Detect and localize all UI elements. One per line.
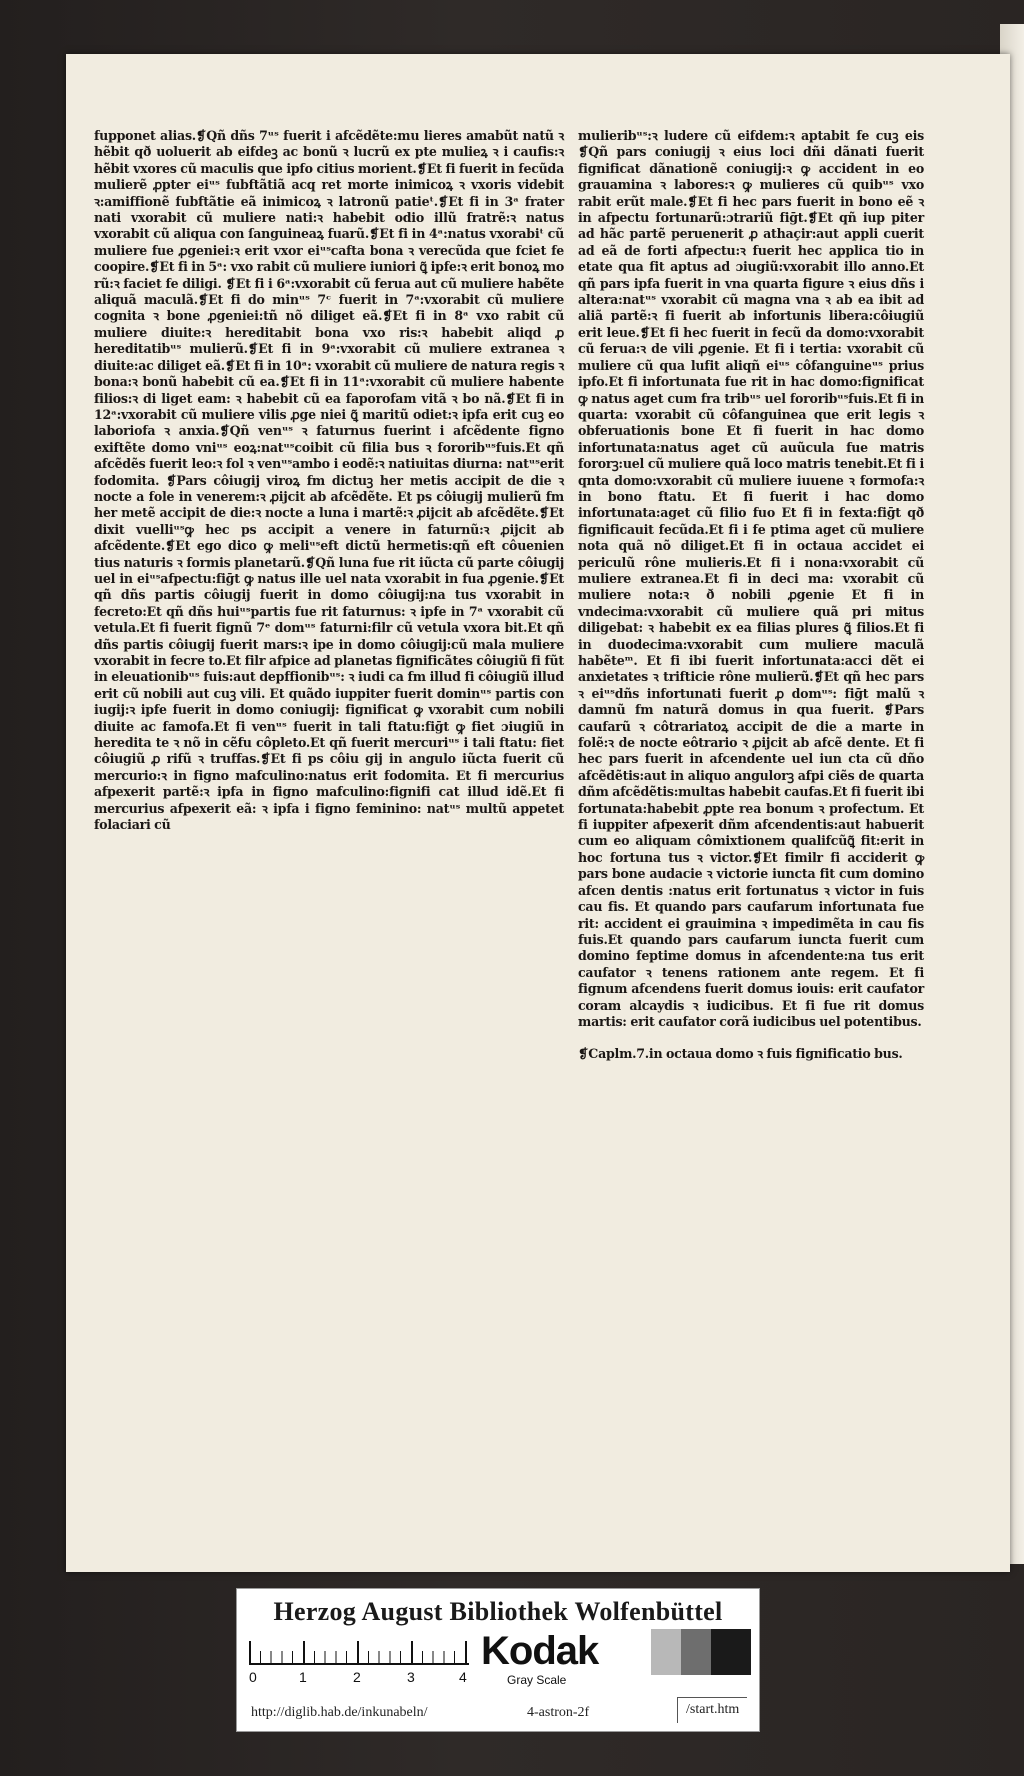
- gray-scale-label: Gray Scale: [507, 1673, 567, 1687]
- ruler-number: 4: [459, 1669, 467, 1685]
- scale-ruler: [249, 1641, 469, 1665]
- ruler-number: 0: [249, 1669, 257, 1685]
- start-page-label: /start.htm: [677, 1697, 747, 1723]
- swatch-dark: [711, 1629, 751, 1675]
- digital-library-url: http://diglib.hab.de/inkunabeln/: [251, 1705, 428, 1720]
- left-column-text: fupponet alias.❡Qñ dñs 7ᵘˢ fuerit i afcẽdẽte:mu lieres amabũt natũ ꝛ hẽbit qð uoluerit ab eifdeꝫ ac bonũ ꝛ lucrũ ex pte mulieꝝ ꝛ i caufis:ꝛ hẽbit vxores cũ maculis que ipfo citius morient.❡Et fi fuerit in fecũda mulierẽ ꝓpter eiᵘˢ fubftãtiã acq ret morte inimicoꝝ ꝛ vxoris videbit ꝛ:amiffionẽ fubftãtie eã inimicoꝝ ꝛ latronũ patieᵗ.❡Et fi in 3ᵃ frater nati vxorabit cũ muliere nati:ꝛ habebit odio illũ fratrẽ:ꝛ natus vxorabit cũ aliqua con ſanguineaꝝ fuarũ.❡Et fi in 4ᵃ:natus vxorabiᵗ cũ muliere fue ꝓgeniei:ꝛ erit vxor eiᵘˢcafta bona ꝛ verecũda que fciet fe coopire.❡Et fi in 5ᵃ: vxo rabit cũ muliere iuniori ꝗ̃ ipfe:ꝛ erit bonoꝝ mo rũ:ꝛ faciet fe diligi. ❡Et fi i 6ᵃ:vxorabit cũ ferua aut cũ muliere habẽte aliquã maculã.❡Et fi do minᵘˢ 7ᶜ fuerit in 7ᵃ:vxorabit cũ muliere cognita ꝛ bone ꝓgeniei:tñ nõ diliget eã.❡Et fi in 8ᵃ vxo rabit cũ muliere diuite:ꝛ hereditabit bona vxo ris:ꝛ habebit aliqd ꝓ hereditatibᵘˢ mulierũ.❡Et fi in 9ᵃ:vxorabit cũ muliere extranea ꝛ diuite:ac diliget eã.❡Et fi in 10ᵃ: vxorabit cũ muliere de natura regis ꝛ bona:ꝛ bonũ habebit cũ ea.❡Et fi in 11ᵃ:vxorabit cũ muliere habente filios:ꝛ di liget eam: ꝛ habebit cũ ea faporofam vitã ꝛ bo nã.❡Et fi in 12ᵃ:vxorabit cũ muliere vilis ꝓge niei ꝗ̃ maritũ odiet:ꝛ ipfa erit cuꝫ eo laboriofa ꝛ anxia.❡Qñ venᵘˢ ꝛ faturnus fuerint i afcẽdente figno exiftẽte domo vniᵘˢ eoꝝ:natᵘˢcoibit cũ filia bus ꝛ fororibᵘˢfuis.Et qñ afcẽdẽs fuerit leo:ꝛ fol ꝛ venᵘˢambo i eodẽ:ꝛ natiuitas diurna: natᵘˢerit fodomita. ❡Pars côiugij viroꝝ fm dictuꝫ her metis accipit de die ꝛ nocte a fole in venerem:ꝛ ꝓijcit ab afcẽdẽte. Et ps côiugij mulierũ fm her metẽ accipit de die:ꝛ nocte a luna i martẽ:ꝛ ꝓijcit ab afcẽdẽte.❡Et dixit vuelliᵘˢꝙ hec ps accipit a venere in faturnũ:ꝛ ꝓijcit ab afcẽdente.❡Et ego dico ꝙ meliᵘˢeft dictũ hermetis:qñ eft côuenien tius naturis ꝛ formis planetarũ.❡Qñ luna fue rit iũcta cũ parte côiugij uel in eiᵘˢafpectu:fiḡt ꝙ natus ille uel nata vxorabit in fua ꝓgenie.❡Et qñ dñs partis côiugij fuerit in domo côiugij:na tus vxorabit in fecreto:Et qñ dñs huiᵘˢpartis fue rit faturnus: ꝛ ipfe in 7ᵃ vxorabit cũ vetula.Et fi fuerit fignũ 7ᵉ domᵘˢ faturni:filr cũ vetula vxora bit.Et qñ dñs partis côiugij fuerit mars:ꝛ ipe in domo côiugij:cũ mala muliere vxorabit in fecre to.Et filr afpice ad planetas fignificãtes côiugiũ fi fũt in eleuationibᵘˢ fuis:aut depffionibᵘˢ: ꝛ iudi ca fm illud fi côiugiũ illud erit cũ nobili aut cuꝫ vili. Et quãdo iuppiter fuerit dominᵘˢ partis con iugij:ꝛ ipfe fuerit in domo coniugij: fignificat ꝙ vxorabit cum nobili diuite ac famofa.Et fi venᵘˢ fuerit in tali ftatu:fiḡt ꝙ fiet ɔiugiũ in heredita te ꝛ nõ in cẽfu côpleto.Et qñ fuerit mercuriᵘˢ i tali ftatu: fiet côiugiũ ꝓ rifũ ꝛ truffas.❡Et fi ps côiu gij in angulo iũcta fuerit cũ mercurio:ꝛ in figno mafculino:natus erit fodomita. Et fi mercurius afpexerit partẽ:ꝛ ipfa in figno mafculino:fignifi cat illud idẽ.Et fi mercurius afpexerit eã: ꝛ ipfa i figno feminino: natᵘˢ multũ appetet folaciari cũ: [94, 128, 564, 833]
- swatch-mid: [681, 1629, 711, 1675]
- kodak-brand: Kodak: [481, 1629, 599, 1673]
- shelfmark-code: 4-astron-2f: [527, 1705, 590, 1720]
- left-column: [94, 128, 564, 833]
- right-column-text: mulieribᵘˢ:ꝛ ludere cũ eifdem:ꝛ aptabit fe cuꝫ eis ❡Qñ pars coniugij ꝛ eius loci dñi dãnati fuerit fignificat dãnationẽ coniugij:ꝛ ꝙ accident in eo grauamina ꝛ labores:ꝛ ꝙ mulieres cũ quibᵘˢ vxo rabit erũt male.❡Et fi hec pars fuerit in bono eẽ ꝛ in afpectu fortunarũ:ɔtrariũ fiḡt.❡Et qñ iup piter ad hãc partẽ peruenerit ꝓ athaçir:aut appli cuerit ad eã de forti afpectu:ꝛ fuerit hec applica tio in etate qua fit aptus ad ɔiugiũ:vxorabit illo anno.Et qñ pars ipfa fuerit in vna quarta figure ꝛ eius dñs i altera:natᵘˢ vxorabit cũ magna vna ꝛ ab ea ibit ad aliã partẽ:ꝛ fi fuerit ab infortunis libera:côiugiũ erit leue.❡Et fi hec fuerit in fecũ da domo:vxorabit cũ ferua:ꝛ de vili ꝓgenie. Et fi i tertia: vxorabit cũ muliere cũ qua lufit aliqñ eiᵘˢ côfanguineᵘˢ prius ipfo.Et fi infortunata fue rit in hac domo:fignificat ꝙ natus aget cum fra tribᵘˢ uel fororibᵘˢfuis.Et fi in quarta: vxorabit cũ côfanguinea que erit legis ꝛ obferuationis bone Et fi fuerit in hac domo infortunata:natus aget cũ auũcula fue matris fororꝫ:uel cũ muliere quã loco matris tenebit.Et fi i qnta domo:vxorabit cũ muliere iuuene ꝛ formofa:ꝛ in bono ftatu. Et fi fuerit i hac domo infortunata:aget cũ filio fuo Et fi in fexta:fiḡt qð fignificauit fecũda.Et fi i fe ptima aget cũ muliere nota quã nõ diliget.Et fi in octaua accidet ei periculũ rône mulieris.Et fi i nona:vxorabit cũ muliere extranea.Et fi in deci ma: vxorabit cũ muliere nota:ꝛ ð nobili ꝓgenie Et fi in vndecima:vxorabit cũ muliere quã pri mitus diligebat: ꝛ habebit ex ea filias plures ꝗ̃ filios.Et fi in duodecima:vxorabit cum muliere maculã habẽteᵐ. Et fi ibi fuerit infortunata:acci dẽt ei anxietates ꝛ trifticie rône mulierũ.❡Et qñ hec pars ꝛ eiᵘˢdñs infortunati fuerit ꝓ domᵘˢ: fiḡt malũ ꝛ damnũ fm naturã domus in qua fuerit. ❡Pars caufarũ ꝛ côtrariatoꝝ accipit de die a marte in folẽ:ꝛ de nocte eôtrario ꝛ ꝓijcit ab afcẽ dente. Et fi hec pars fuerit in afcendente uel iun cta cũ dño afcẽdẽtis:aut in aliquo angulorꝫ afpi ciẽs de quarta dñm afcẽdẽtis:multas habebit caufas.Et fi fuerit ibi fortunata:habebit ꝓpte rea bonum ꝛ profectum. Et fi iuppiter afpexerit dñm afcendentis:aut habuerit cum eo aliquam cômixtionem qualifcũꝗ̃ fit:erit in hoc fortuna tus ꝛ victor.❡Et fimilr fi acciderit ꝙ pars bone audacie ꝛ victorie iuncta fit cum domino afcen dentis :natus erit fortunatus ꝛ victor in fuis cau fis. Et quando pars caufarum infortunata fue rit: accident ei grauimina ꝛ impedimẽta in cau fis fuis.Et quando pars caufarum iuncta fuerit cum domino feptime domus in afcendente:na tus erit caufator ꝛ tenens rationem ante regem. Et fi fignum afcendens fuerit domus iouis: erit caufator coram alcaydis ꝛ iudicibus. Et fi fue rit domus martis: erit caufator corã iudicibus uel potentibus.: [578, 128, 924, 1029]
- chapter-heading: ❡Caplm.7.in octaua domo ꝛ fuis fignificatio bus.: [578, 1046, 903, 1062]
- right-column: [578, 128, 924, 1063]
- ruler-number: 3: [407, 1669, 415, 1685]
- swatch-light: [651, 1629, 681, 1675]
- library-title: Herzog August Bibliothek Wolfenbüttel: [273, 1597, 723, 1626]
- library-color-card: [236, 1588, 760, 1732]
- ruler-number: 2: [353, 1669, 361, 1685]
- ruler-number: 1: [299, 1669, 307, 1685]
